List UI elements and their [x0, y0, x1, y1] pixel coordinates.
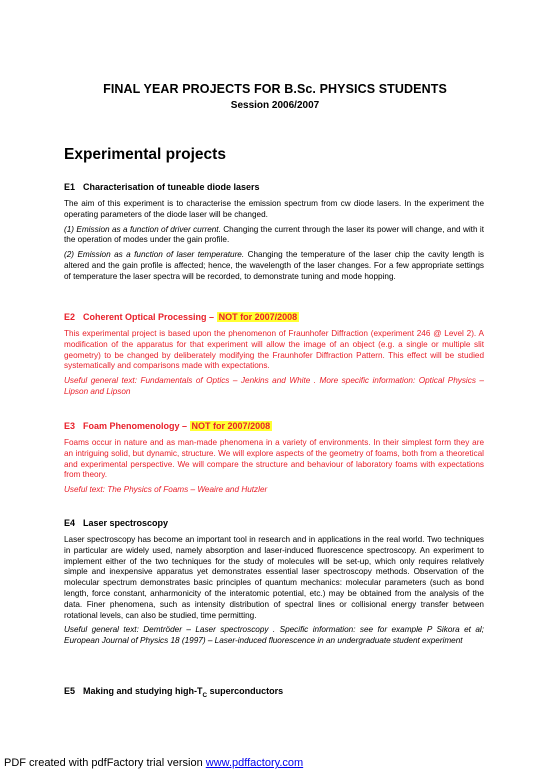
project-e2-body: This experimental project is based upon the phenomenon of Fraunhofer Diffraction (experiment 246 @ Level 2). A modification of the apparatus for that experiment will allow the image of an object (e.g. a single or multiple slit geometry) to be changed by deliberately modifying the Fraunhofer Diffraction Pattern. This effect will be studied systematically and comparisons made with expectations.: [64, 329, 484, 371]
item-title: (1) Emission as a function of driver current.: [64, 224, 221, 234]
document-title: FINAL YEAR PROJECTS FOR B.Sc. PHYSICS STUDENTS: [103, 82, 447, 96]
not-available-flag: NOT for 2007/2008: [191, 421, 271, 431]
project-title: Foam Phenomenology –: [83, 421, 188, 431]
footer-text: PDF created with pdfFactory trial version: [4, 757, 206, 769]
project-e2: [64, 312, 484, 402]
project-title: Coherent Optical Processing –: [83, 312, 215, 322]
session-label: Session 2006/2007: [230, 100, 320, 111]
project-title: Laser spectroscopy: [83, 518, 169, 528]
project-code: E5: [64, 686, 76, 696]
project-e4-refs: Useful general text: Demtröder – Laser spectroscopy . Specific information: see for example P Sikora et al; European Journal of Physics 18 (1997) – Laser-induced fluorescence in an undergraduate student experiment: [64, 625, 484, 646]
project-e2-heading: [64, 312, 484, 323]
project-e1-intro: The aim of this experiment is to characterise the emission spectrum from cw diode lasers. In the experiment the operating parameters of the diode laser will be changed.: [64, 199, 484, 219]
project-e1-item-1: [64, 225, 484, 247]
section-heading: Experimental projects: [64, 146, 226, 163]
project-e5-heading: [64, 686, 484, 701]
not-available-flag: NOT for 2007/2008: [218, 312, 298, 322]
project-e3-refs: Useful text: The Physics of Foams – Weaire and Hutzler: [64, 485, 268, 495]
item-title: (2) Emission as a function of laser temperature.: [64, 250, 245, 260]
project-code: E3: [64, 421, 76, 431]
project-e1-heading: [64, 182, 484, 193]
project-e4-body: Laser spectroscopy has become an important tool in research and in applications in the real world. Two techniques in particular are widely used, namely absorption and laser-induced fluorescence spectroscopy. An experiment to implement either of the two techniques for the study of molecules will be set-up, which only requires relatively simple and inexpensive apparatus yet demonstrates essential laser spectroscopy methods. Observation of the molecular spectrum demonstrates basic principles of quantum mechanics: molecular parameters (such as bond length, force constant, anharmonicity of the interatomic potential, etc.) may be obtained from the analysis of the data. Finer phenomena, such as intensity distribution of spectral lines or collisional energy transfer between rotational levels, can also be studied, time permitting.: [64, 535, 484, 620]
subscript-c: C: [202, 691, 208, 699]
project-e2-refs: Useful general text: Fundamentals of Optics – Jenkins and White . More specific information: Optical Physics – Lipson and Lipson: [64, 376, 484, 396]
project-title-suffix: superconductors: [207, 686, 284, 696]
project-code: E4: [64, 518, 76, 528]
project-e3: [64, 421, 484, 500]
project-e4: [64, 518, 484, 651]
project-title: Making and studying high-T: [83, 686, 203, 696]
project-e3-heading: [64, 421, 484, 432]
item-text: Changing the temperature of the laser chip the cavity length is altered and the gain profile is affected; hence, the wavelength of the laser changes. For a few appropriate settings of temperature the laser spectra will be recorded, to demonstrate tuning and mode hopping.: [64, 250, 485, 281]
item-text: Changing the current through the laser its power will change, and with it the operation of modes under the gain profile.: [64, 224, 484, 245]
project-e4-heading: [64, 518, 484, 529]
project-code: E1: [64, 182, 76, 192]
project-code: E2: [64, 312, 76, 322]
project-e5: [64, 686, 484, 707]
project-title: Characterisation of tuneable diode lasers: [83, 182, 260, 192]
pdffactory-link[interactable]: www.pdffactory.com: [205, 757, 304, 769]
project-e3-body: Foams occur in nature and as man-made phenomena in a variety of environments. In their simplest form they are an intriguing solid, but dynamic, structure. We will explore aspects of the geometry of foams, both from a theoretical and experimental perspective. We will compare the structure and behaviour of laboratory foams with expectations from theory.: [64, 438, 484, 480]
project-e1-item-2: [64, 250, 484, 282]
project-e1: [64, 182, 484, 287]
pdf-footer: [4, 757, 303, 769]
